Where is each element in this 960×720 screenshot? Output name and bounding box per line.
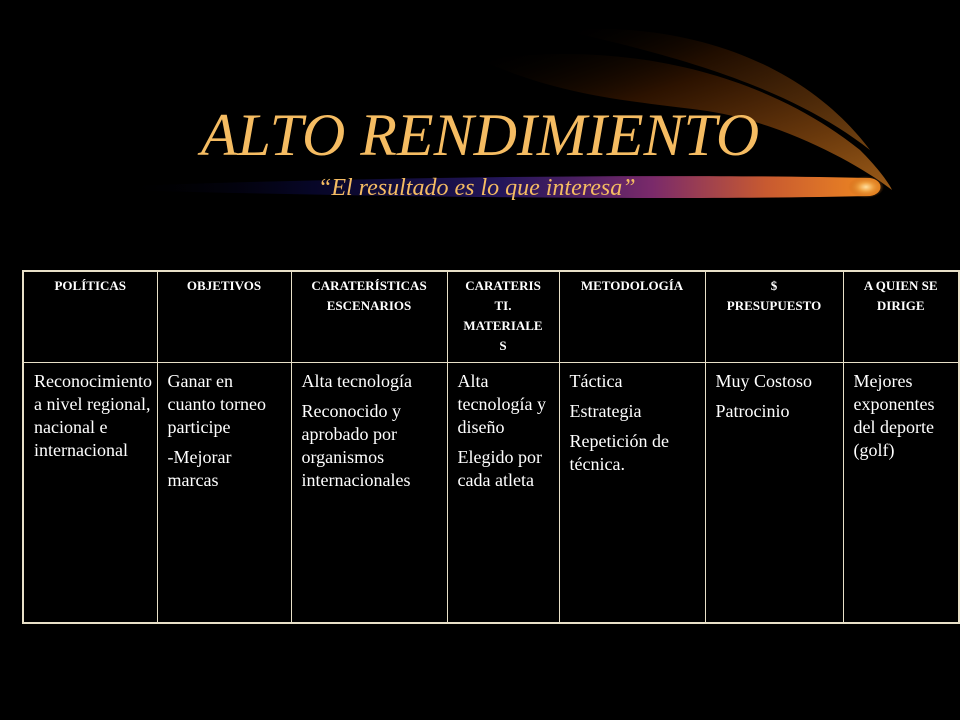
header-objetivos: OBJETIVOS xyxy=(157,271,291,363)
header-presupuesto: $ PRESUPUESTO xyxy=(705,271,843,363)
slide-subtitle: “El resultado es lo que interesa” xyxy=(318,175,636,201)
cell-a-quien-se-dirige: Mejores exponentes del deporte (golf) xyxy=(843,363,959,624)
table-row xyxy=(23,363,959,624)
header-metodologia: METODOLOGÍA xyxy=(559,271,705,363)
cell-objetivos: Ganar en cuanto torneo participe -Mejorar marcas xyxy=(157,363,291,624)
cell-materiales: Alta tecnología y diseño Elegido por cada atleta xyxy=(447,363,559,624)
header-caracteristicas-escenarios: CARATERÍSTICAS ESCENARIOS xyxy=(291,271,447,363)
header-caracteristicas-materiales: CARATERIS TI. MATERIALE S xyxy=(447,271,559,363)
plan-table xyxy=(22,270,960,624)
cell-metodologia: Táctica Estrategia Repetición de técnica. xyxy=(559,363,705,624)
cell-politicas: Reconocimiento a nivel regional, nacional e internacional xyxy=(23,363,157,624)
header-a-quien-se-dirige: A QUIEN SE DIRIGE xyxy=(843,271,959,363)
header-politicas: POLÍTICAS xyxy=(23,271,157,363)
cell-escenarios: Alta tecnología Reconocido y aprobado por organismos internacionales xyxy=(291,363,447,624)
slide-title xyxy=(0,100,960,170)
table-header-row xyxy=(23,271,959,363)
cell-presupuesto: Muy Costoso Patrocinio xyxy=(705,363,843,624)
title-text: ALTO RENDIMIENTO xyxy=(200,102,760,168)
